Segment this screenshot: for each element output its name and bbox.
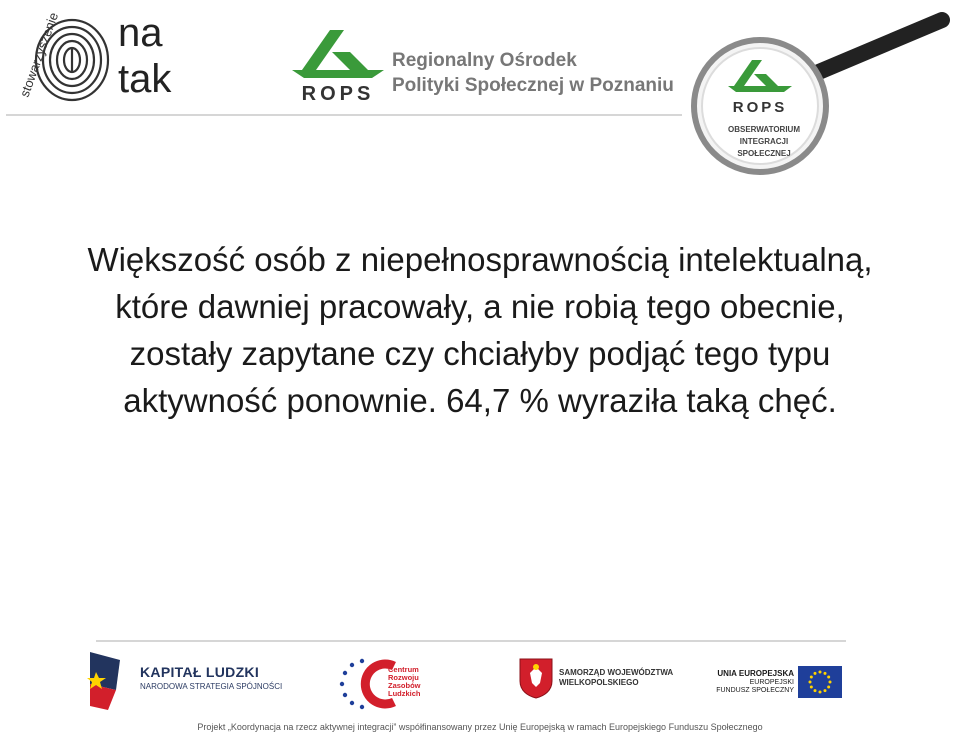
- natak-line1: na: [118, 11, 163, 55]
- crzl-line3: Zasobów: [388, 681, 421, 690]
- eu-flag-icon: [798, 666, 842, 698]
- header-divider: [6, 114, 682, 116]
- samorzad-line2: WIELKOPOLSKIEGO: [559, 678, 639, 687]
- observatory-line2: INTEGRACJI: [739, 137, 789, 146]
- observatory-magnifier-logo: [690, 0, 960, 180]
- eu-star-icon: [810, 686, 813, 689]
- statement-line2: które dawniej pracowały, a nie robią tego obecnie,: [115, 288, 845, 325]
- eu-star-icon: [814, 672, 817, 675]
- footer-divider: [96, 640, 846, 642]
- crzl-line4: Ludzkich: [388, 689, 421, 698]
- crzl-name: [388, 666, 448, 698]
- natak-small-text: stowarzyszenie: [16, 10, 62, 100]
- eu-star-icon: [827, 676, 830, 679]
- eu-star-icon: [827, 686, 830, 689]
- statement-line4: aktywność ponownie. 64,7 % wyraziła taką chęć.: [123, 382, 837, 419]
- natak-logo: [10, 6, 200, 106]
- statement-line1: Większość osób z niepełnosprawnością intelektualną,: [87, 241, 873, 278]
- eu-star-icon: [819, 691, 822, 694]
- crzl-line1: Centrum: [388, 665, 419, 674]
- samorzad-name: [559, 668, 679, 688]
- statement-line3: zostały zapytane czy chciałyby podjąć tego typu: [129, 335, 831, 372]
- samorzad-line1: SAMORZĄD WOJEWÓDZTWA: [559, 668, 674, 677]
- observatory-line3: SPOŁECZNEJ: [737, 149, 791, 158]
- eu-name: [704, 670, 794, 696]
- eu-star-icon: [810, 676, 813, 679]
- main-statement: [30, 236, 930, 424]
- natak-line2: tak: [118, 57, 172, 101]
- eu-star-icon: [819, 671, 822, 674]
- kapital-ludzki-title: KAPITAŁ LUDZKI: [140, 664, 260, 680]
- eu-star-icon: [809, 681, 812, 684]
- eu-star-icon: [814, 689, 817, 692]
- kapital-ludzki-logo: [140, 664, 310, 691]
- observatory-acronym: ROPS: [732, 99, 788, 116]
- eu-star-icon: [824, 672, 827, 675]
- project-footnote: Projekt „Koordynacja na rzecz aktywnej integracji” współfinansowany przez Unię Europejską w ramach Europejskiego Funduszu Społecznego: [197, 722, 763, 732]
- kapital-ludzki-subtitle: NARODOWA STRATEGIA SPÓJNOŚCI: [140, 682, 283, 691]
- magnifier-icon: [694, 20, 942, 172]
- eu-star-icon: [824, 689, 827, 692]
- ue-line2: EUROPEJSKI: [749, 678, 794, 686]
- rops-emblem-icon: [292, 30, 384, 78]
- eu-star-icon: [829, 681, 832, 684]
- wielkopolska-shield-icon: [518, 657, 554, 699]
- crzl-line2: Rozwoju: [388, 673, 419, 682]
- rops-org-name: [392, 48, 692, 98]
- rops-acronym: ROPS: [301, 83, 375, 104]
- ue-line1: UNIA EUROPEJSKA: [717, 669, 794, 678]
- ue-line3: FUNDUSZ SPOŁECZNY: [716, 687, 794, 694]
- rops-logo: [288, 22, 388, 104]
- observatory-line1: OBSERWATORIUM: [727, 125, 801, 134]
- rops-org-line1: Regionalny Ośrodek: [392, 50, 577, 71]
- rops-org-line2: Polityki Społecznej w Poznaniu: [392, 75, 674, 96]
- kapital-ludzki-flag-icon: [86, 650, 122, 714]
